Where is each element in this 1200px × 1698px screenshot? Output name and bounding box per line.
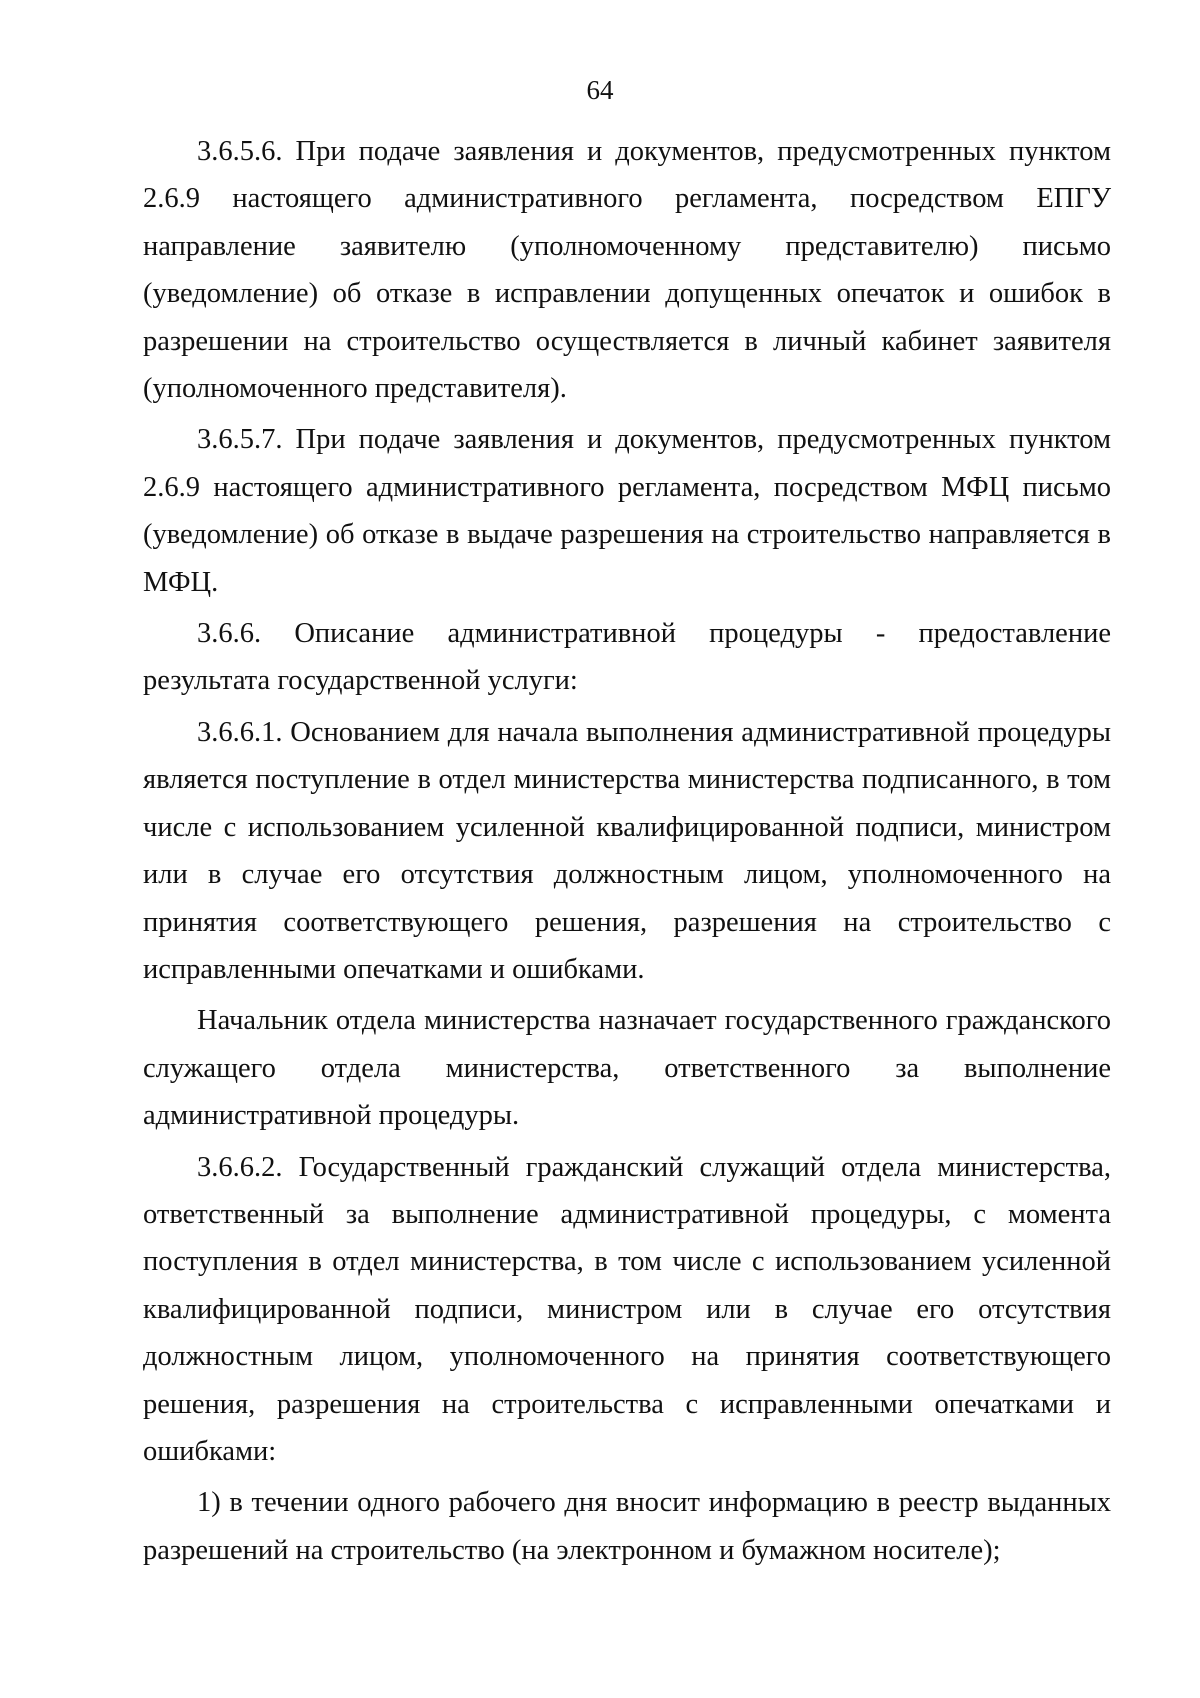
paragraph-3-6-6-2: 3.6.6.2. Государственный гражданский служащий отдела министерства, ответственный за выполнение административной процедуры, с момента поступления в отдел министерства, в том числе с использованием усиленной квалифицированной подписи, министром или в случае его отсутствия должностным лицом, уполномоченного на принятия соответствующего решения, разрешения на строительства с исправленными опечатками и ошибками:	[143, 1151, 1111, 1467]
paragraph-3-6-5-6: 3.6.5.6. При подаче заявления и документов, предусмотренных пунктом 2.6.9 настоящего административного регламента, посредством ЕПГУ направление заявителю (уполномоченному представителю) письмо (уведомление) об отказе в исправлении допущенных опечаток и ошибок в разрешении на строительство осуществляется в личный кабинет заявителя (уполномоченного представителя).	[143, 136, 1111, 405]
paragraph-3-6-6: 3.6.6. Описание административной процедуры - предоставление результата государственной услуги:	[143, 618, 1111, 697]
list-item-1: 1) в течении одного рабочего дня вносит информацию в реестр выданных разрешений на строительство (на электронном и бумажном носителе);	[143, 1487, 1111, 1566]
document-body	[143, 128, 1111, 1574]
paragraph-3-6-6-1: 3.6.6.1. Основанием для начала выполнения административной процедуры является поступление в отдел министерства министерства подписанного, в том числе с использованием усиленной квалифицированной подписи, министром или в случае его отсутствия должностным лицом, уполномоченного на принятия соответствующего решения, разрешения на строительство с исправленными опечатками и ошибками.	[143, 716, 1111, 985]
paragraph-department-head: Начальник отдела министерства назначает государственного гражданского служащего отдела министерства, ответственного за выполнение административной процедуры.	[143, 1005, 1111, 1132]
page-number: 64	[586, 75, 614, 105]
paragraph-3-6-5-7: 3.6.5.7. При подаче заявления и документов, предусмотренных пунктом 2.6.9 настоящего административного регламента, посредством МФЦ письмо (уведомление) об отказе в выдаче разрешения на строительство направляется в МФЦ.	[143, 424, 1111, 598]
